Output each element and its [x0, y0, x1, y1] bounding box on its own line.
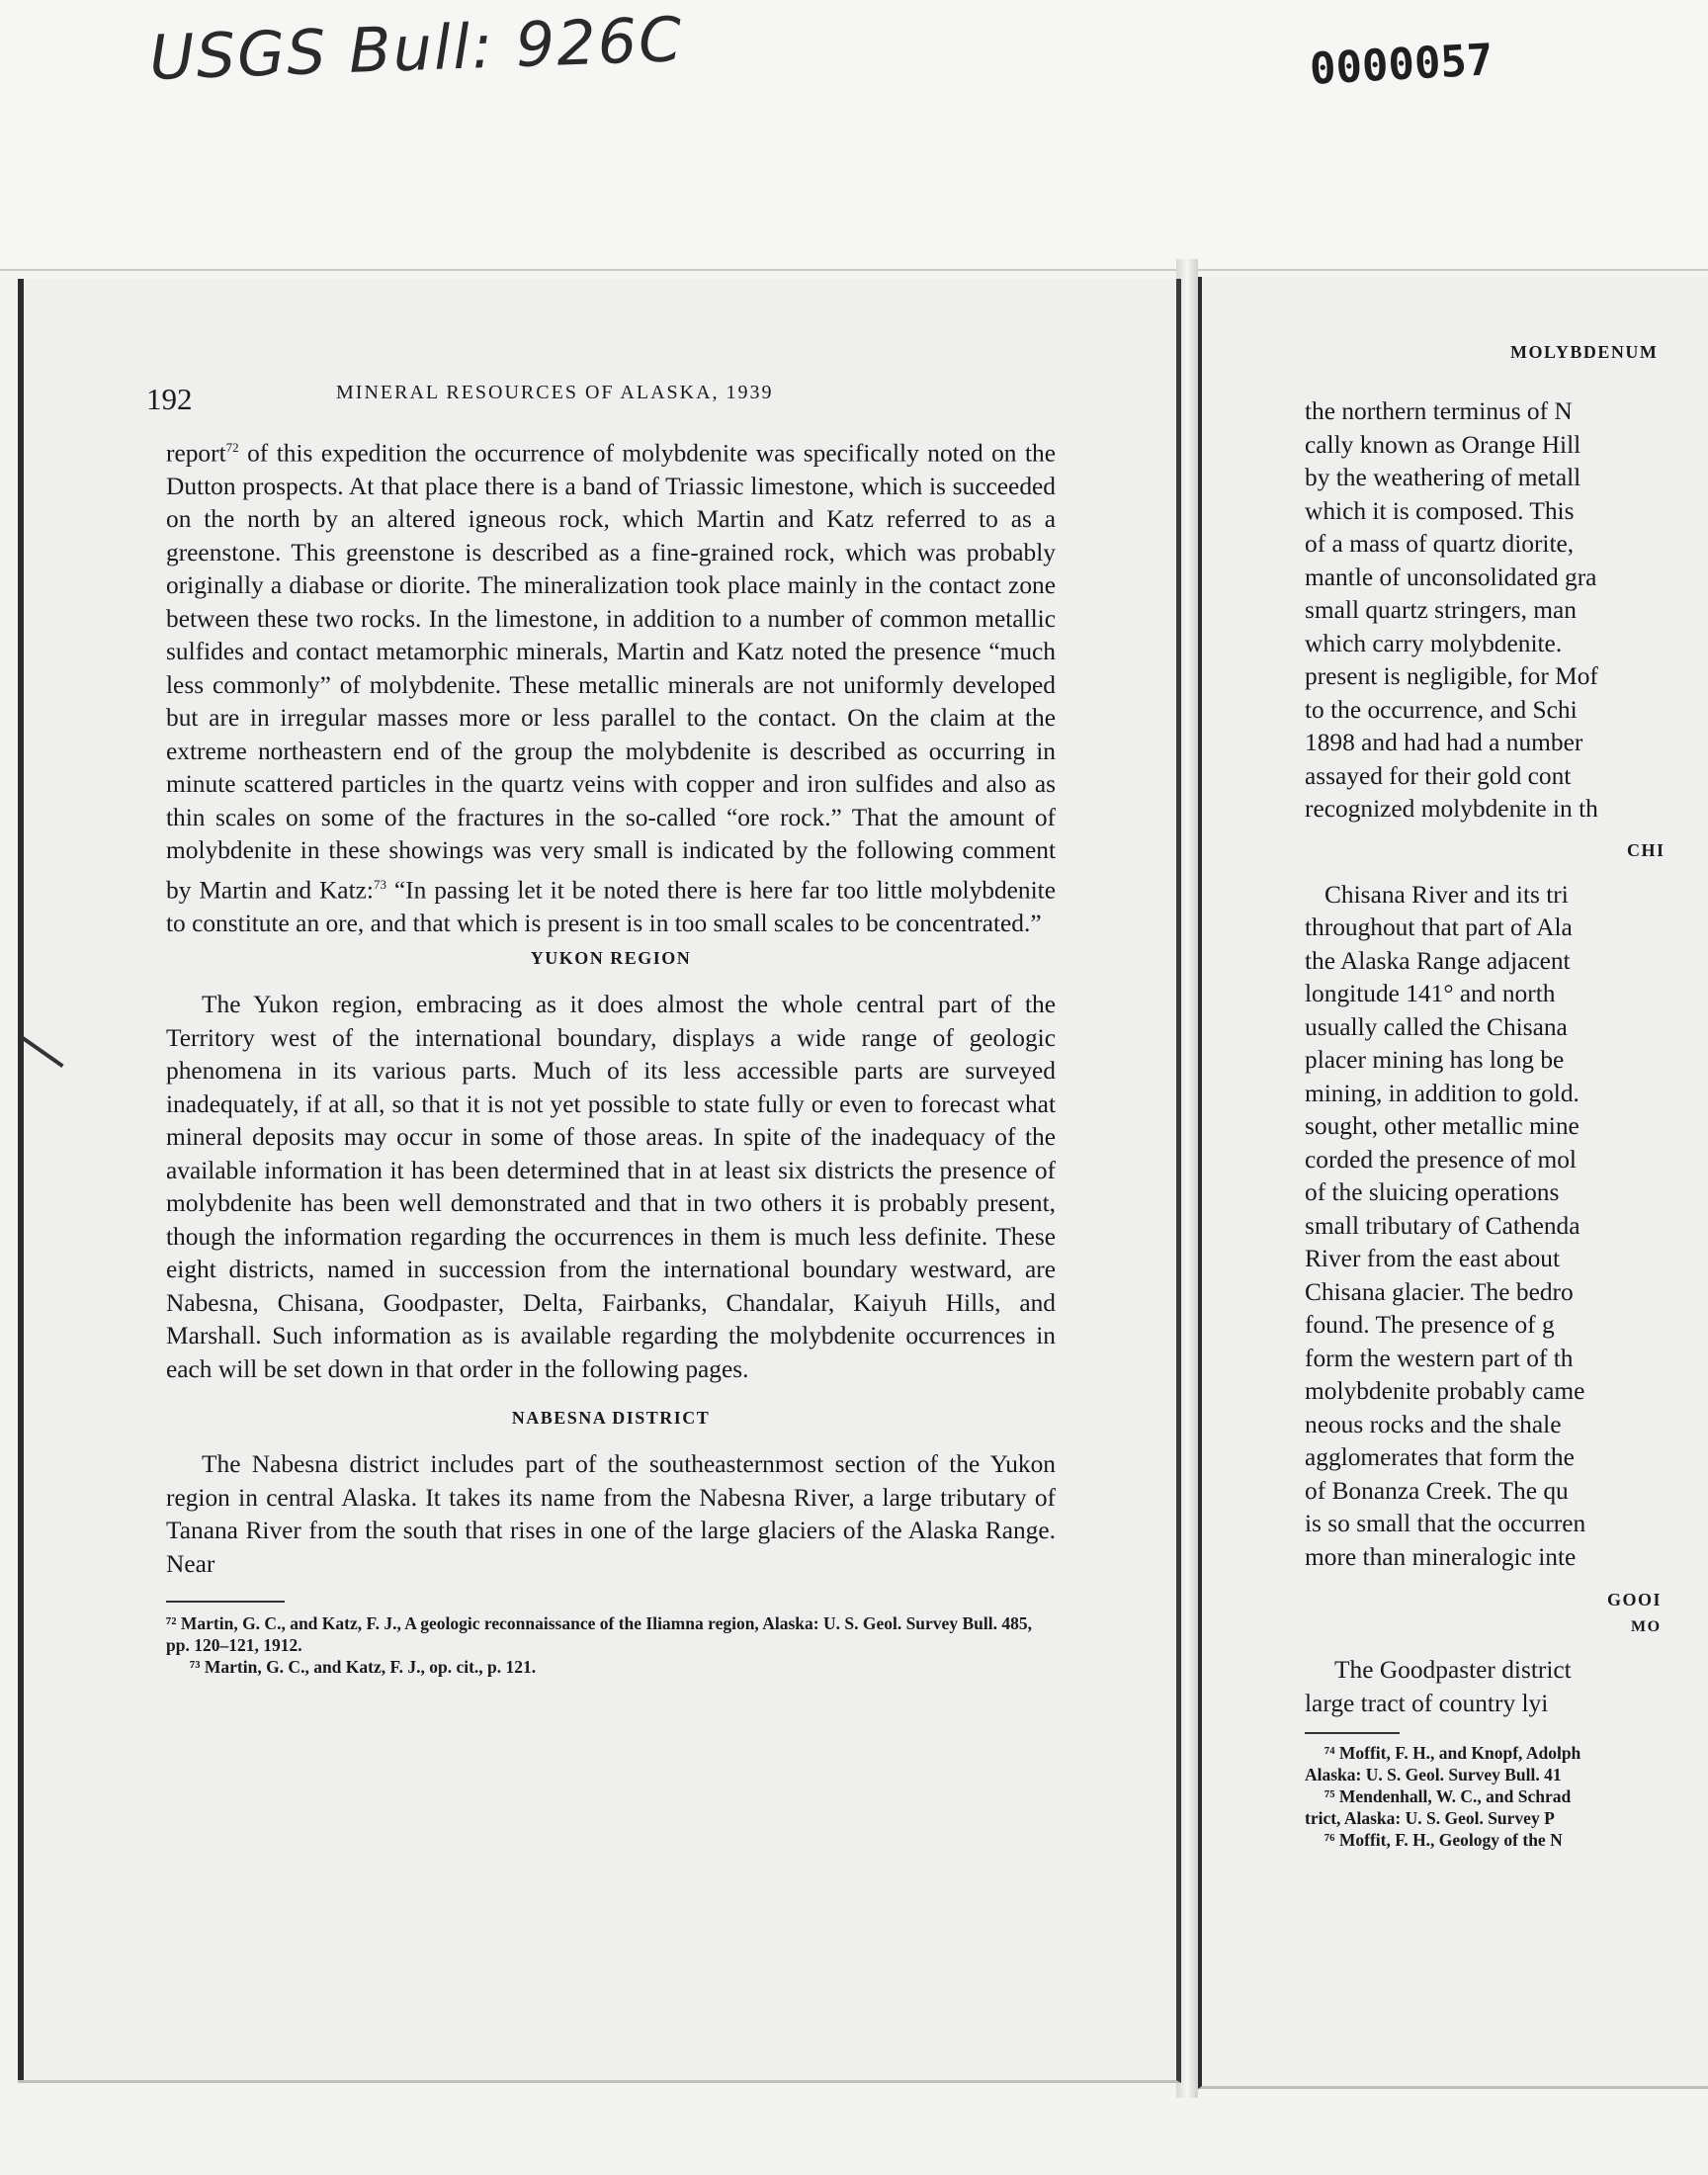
section-heading-chi: CHI: [1627, 839, 1665, 860]
edge-mark: [21, 1036, 63, 1068]
footnote-72: ⁷² Martin, G. C., and Katz, F. J., A geologic reconnaissance of the Iliamna region, Alaska: U. S. Geol. Survey Bull. 485, pp. 120–121, 1912.: [166, 1613, 1032, 1656]
running-head: MINERAL RESOURCES OF ALASKA, 1939: [336, 382, 774, 403]
text-line: agglomerates that form the: [1305, 1443, 1575, 1471]
text-line: of a mass of quartz diorite,: [1305, 530, 1575, 558]
left-column: [166, 431, 1056, 1678]
page-number: 192: [146, 382, 193, 416]
text-line: 1898 and had had a number: [1305, 729, 1583, 756]
footnote-74: ⁷⁴ Moffit, F. H., and Knopf, Adolph: [1324, 1743, 1581, 1763]
text-line: large tract of country lyi: [1305, 1689, 1549, 1717]
text-line: Chisana glacier. The bedro: [1305, 1277, 1574, 1306]
para-text: “In passing let it be noted there is here far too little molybdenite to constitute an ore, and that which is present is in too small scales to be concentrated.”: [166, 876, 1057, 937]
text-line: mantle of unconsolidated gra: [1305, 563, 1597, 591]
text-line: neous rocks and the shale: [1305, 1410, 1562, 1438]
paragraph-nabesna: The Nabesna district includes part of the southeasternmost section of the Yukon region in central Alaska. It takes its name from the Nabesna River, a large tributary of Tanana River from the south that rises in one of the large glaciers of the Alaska Range. Near: [166, 1450, 1056, 1578]
text-line: more than mineralogic inte: [1305, 1542, 1577, 1571]
footnote-ref-73: 73: [373, 876, 386, 892]
footnote-75: ⁷⁵ Mendenhall, W. C., and Schrad: [1324, 1786, 1572, 1806]
text-line: cally known as Orange Hill: [1305, 430, 1581, 459]
text-line: mining, in addition to gold.: [1305, 1079, 1580, 1107]
text-line: sought, other metallic mine: [1305, 1112, 1580, 1140]
footnote-line: trict, Alaska: U. S. Geol. Survey P: [1305, 1808, 1555, 1828]
text-line: usually called the Chisana: [1305, 1012, 1568, 1041]
right-running-head: MOLYBDENUM: [1510, 342, 1659, 362]
text-line: Chisana River and its tri: [1324, 880, 1569, 909]
text-line: small quartz stringers, man: [1305, 596, 1577, 624]
footnote-rule: [166, 1601, 285, 1603]
text-line: form the western part of th: [1305, 1344, 1574, 1372]
text-line: by the weathering of metall: [1305, 464, 1581, 491]
text-line: placer mining has long be: [1305, 1046, 1565, 1074]
text-line: The Goodpaster district: [1334, 1656, 1572, 1684]
paragraph-yukon: The Yukon region, embracing as it does almost the whole central part of the Territory west of the international boundary, displays a wide range of geologic phenomena in its various parts. Much of its less accessible parts are surveyed inadequately, if at all, so that it is not yet possible to state fully or even to forecast what mineral deposits may occur in some of those areas. In spite of the inadequacy of the available information it has been determined that in at least six districts the presence of molybdenite has been well demonstrated and that in two others it is probably present, though the information regarding the occurrences in them is much less definite. These eight districts, named in succession from the international boundary westward, are Nabesna, Chisana, Goodpaster, Delta, Fairbanks, Chandalar, Kaiyuh Hills, and Marshall. Such information as is available regarding the molybdenite occurrences in each will be set down in that order in the following pages.: [166, 991, 1056, 1383]
text-line: which carry molybdenite.: [1305, 629, 1563, 657]
paragraph-dutton: [166, 431, 1056, 940]
text-line: is so small that the occurren: [1305, 1510, 1586, 1537]
text-line: found. The presence of g: [1305, 1311, 1555, 1339]
text-line: which it is composed. This: [1305, 496, 1575, 525]
para-text: of this expedition the occurrence of molybdenite was specifically noted on the Dutton prospects. At that place there is a band of Triassic limestone, which is succeeded on the north by an altered igneous rock, which Martin and Katz referred to as a greenstone. This greenstone is described as a fine-grained rock, which was probably originally a diabase or diorite. The mineralization took place mainly in the contact zone between these two rocks. In the limestone, in addition to a number of common metallic sulfides and contact metamorphic minerals, Martin and Katz noted the presence “much less commonly” of molybdenite. These metallic minerals are not uniformly developed but are in irregular masses more or less parallel to the contact. On the claim at the extreme northeastern end of the group the molybdenite is described as occurring in minute scattered particles in the quartz veins with copper and iron sulfides and also as thin scales on some of the fractures in the so-called “ore rock.” That the amount of molybdenite in these showings was very small is indicated by the following comment by Martin and Katz:: [166, 439, 1056, 905]
text-line: recognized molybdenite in th: [1305, 795, 1598, 823]
text-line: molybdenite probably came: [1305, 1377, 1585, 1405]
section-heading-yukon: YUKON REGION: [530, 948, 692, 969]
handwritten-note: USGS Bull: 926C: [148, 3, 685, 94]
section-heading-goo: GOOI: [1607, 1590, 1663, 1610]
para-text: report: [166, 439, 226, 468]
text-line: the northern terminus of N: [1305, 397, 1573, 425]
text-line: to the occurrence, and Schi: [1305, 695, 1578, 724]
text-line: River from the east about: [1305, 1245, 1561, 1272]
section-heading-mo: MO: [1631, 1618, 1662, 1635]
document-number: 0000057: [1308, 35, 1494, 95]
footnote-ref-72: 72: [225, 440, 239, 455]
text-line: small tributary of Cathenda: [1305, 1211, 1580, 1240]
footnote-73: ⁷³ Martin, G. C., and Katz, F. J., op. cit., p. 121.: [190, 1657, 537, 1678]
text-line: present is negligible, for Mof: [1305, 662, 1598, 690]
text-line: the Alaska Range adjacent: [1305, 946, 1571, 975]
text-line: assayed for their gold cont: [1305, 761, 1572, 790]
text-line: of the sluicing operations: [1305, 1178, 1560, 1206]
footnote-76: ⁷⁶ Moffit, F. H., Geology of the N: [1324, 1830, 1563, 1850]
text-line: longitude 141° and north: [1305, 980, 1556, 1007]
right-page-sheet: [1198, 277, 1708, 2089]
section-heading-nabesna: NABESNA DISTRICT: [511, 1408, 711, 1429]
text-line: of Bonanza Creek. The qu: [1305, 1476, 1569, 1505]
text-line: throughout that part of Ala: [1305, 914, 1573, 941]
footnote-line: Alaska: U. S. Geol. Survey Bull. 41: [1305, 1765, 1562, 1784]
text-line: corded the presence of mol: [1305, 1145, 1577, 1174]
